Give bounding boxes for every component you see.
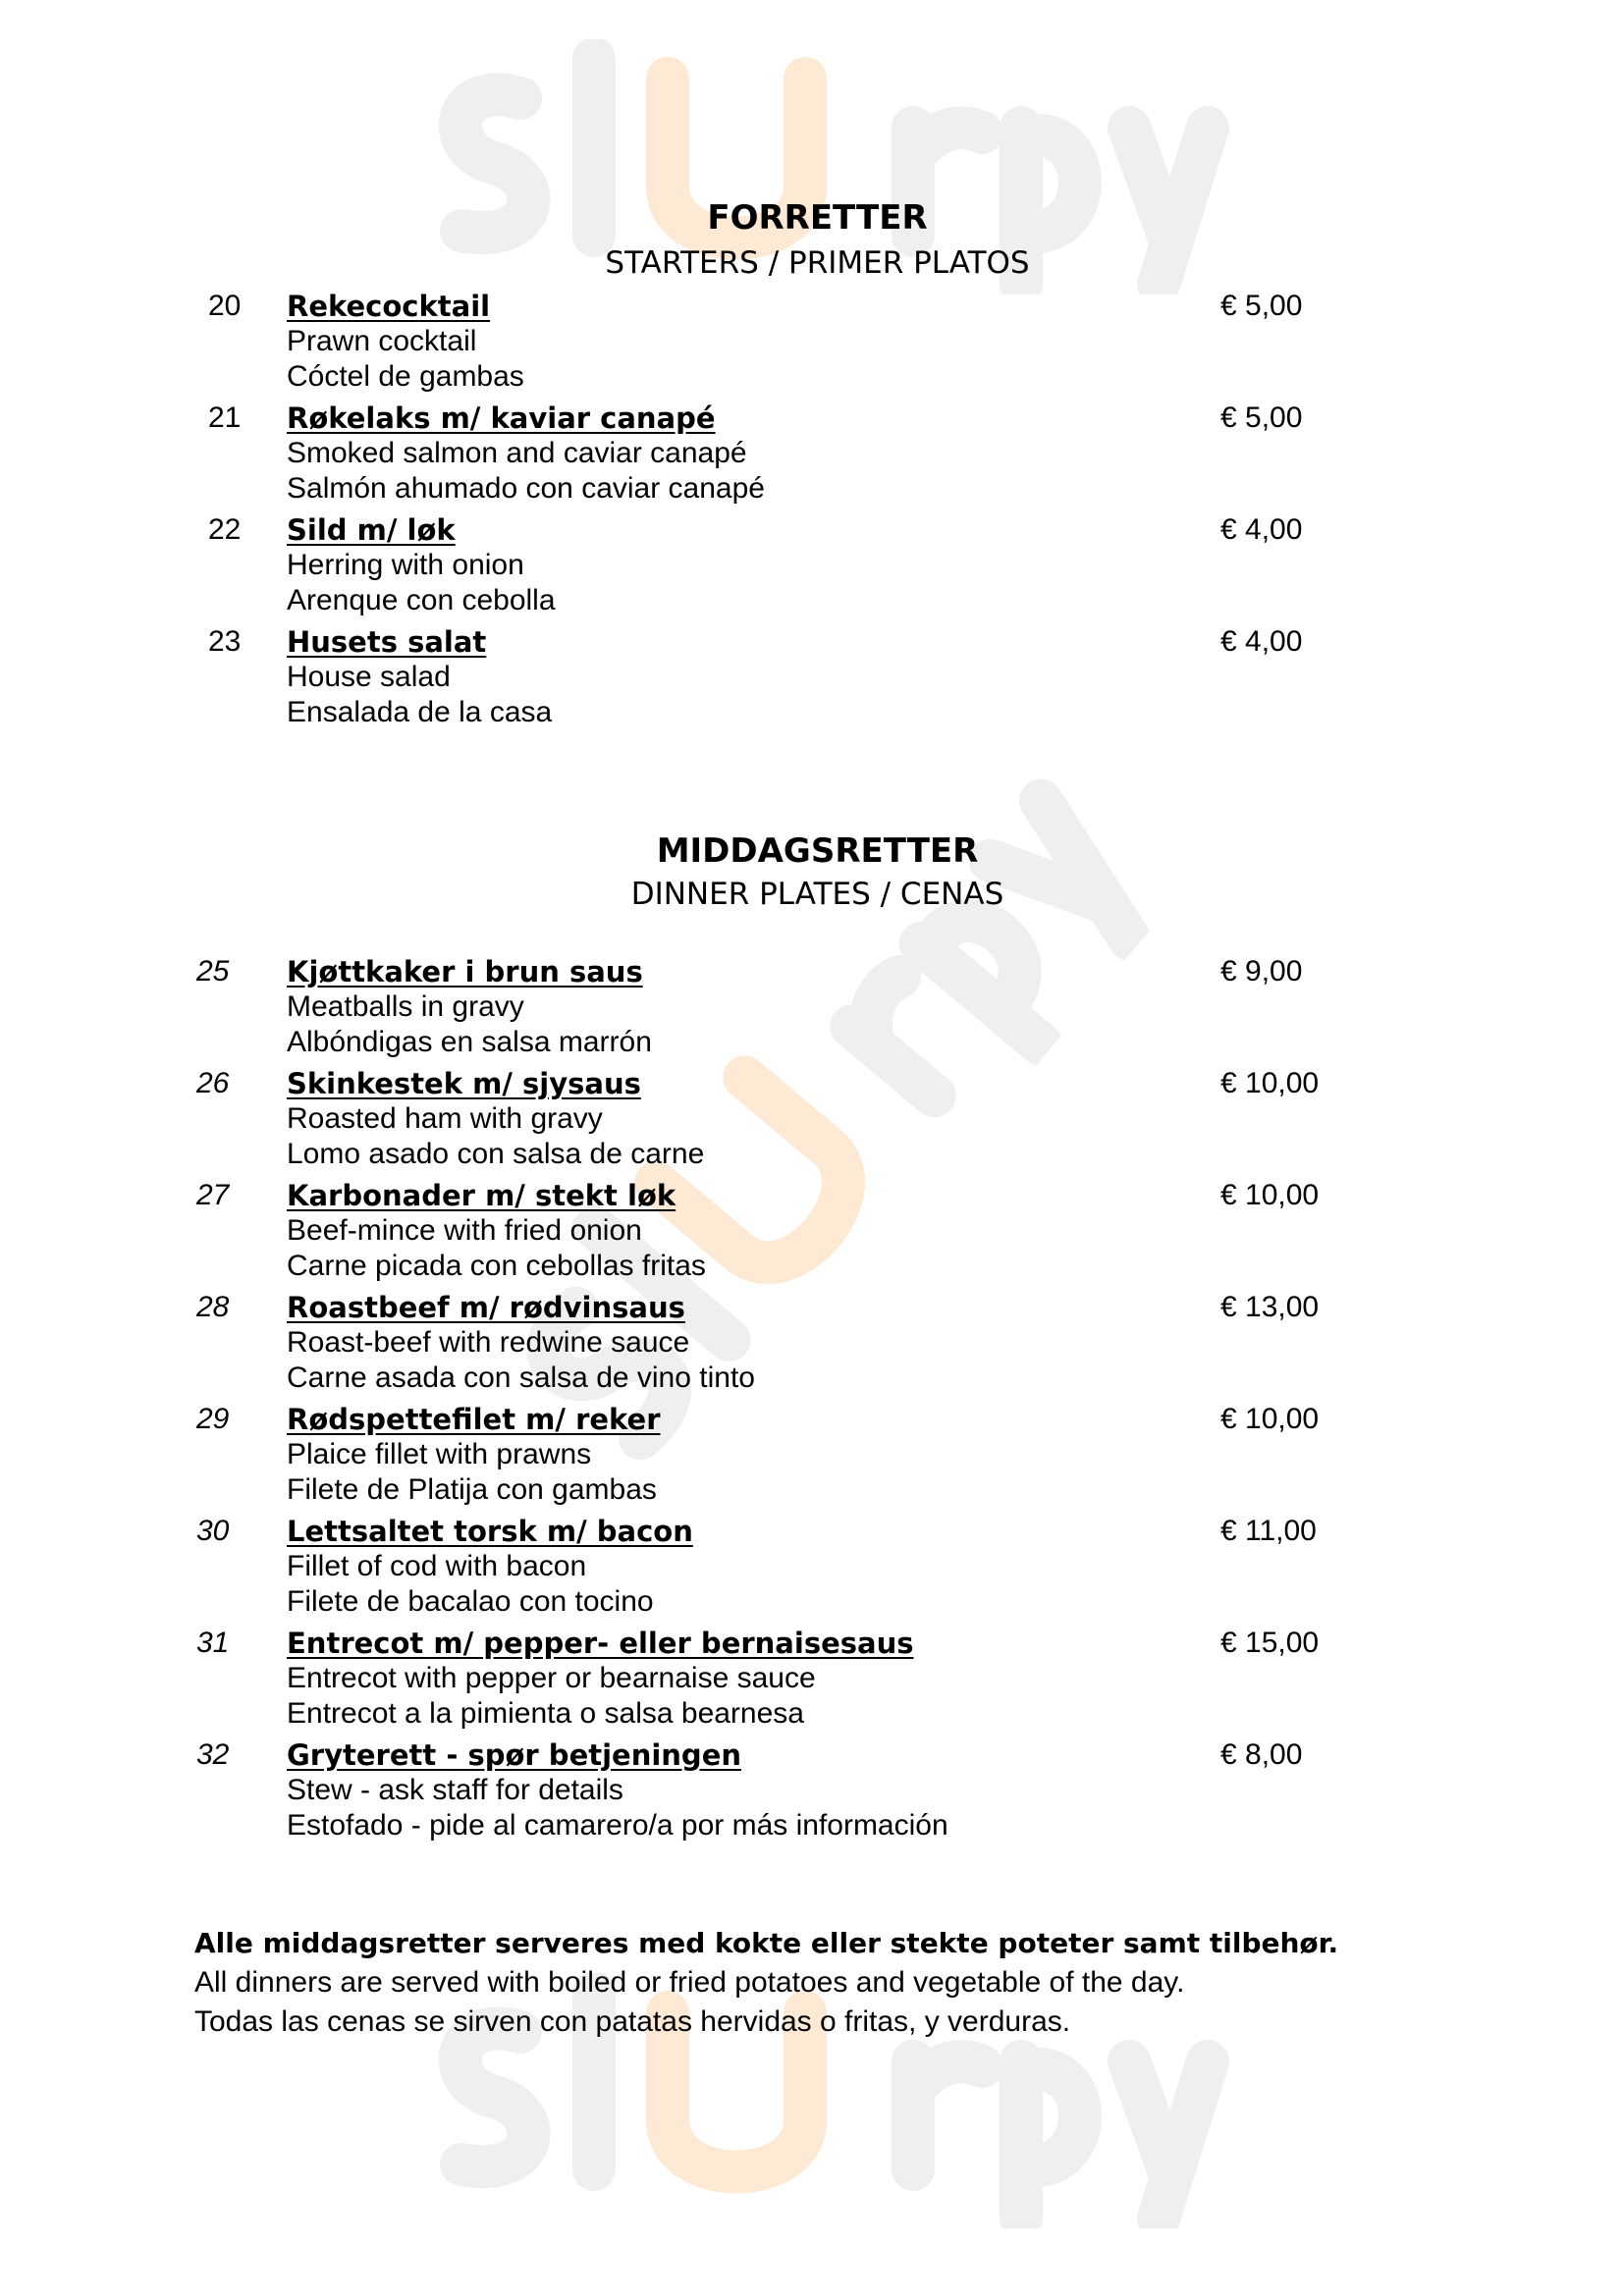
item-description-english: Prawn cocktail bbox=[287, 325, 477, 357]
footer-note-norwegian: Alle middagsretter serveres med kokte eller stekte poteter samt tilbehør. bbox=[194, 1927, 1339, 1959]
item-name: Sild m/ løk bbox=[287, 513, 456, 547]
item-description-spanish: Cóctel de gambas bbox=[287, 360, 524, 393]
menu-item bbox=[0, 289, 1623, 400]
item-description-spanish: Salmón ahumado con caviar canapé bbox=[287, 472, 765, 505]
item-number: 26 bbox=[196, 1067, 230, 1099]
item-number: 22 bbox=[208, 513, 242, 546]
item-description-spanish: Albóndigas en salsa marrón bbox=[287, 1026, 652, 1058]
footer-note-spanish: Todas las cenas se sirven con patatas hervidas o fritas, y verduras. bbox=[194, 2005, 1071, 2038]
item-name: Gryterett - spør betjeningen bbox=[287, 1738, 742, 1772]
item-description-english: Roasted ham with gravy bbox=[287, 1102, 603, 1135]
item-price: € 10,00 bbox=[1220, 1067, 1320, 1099]
section-title-starters: FORRETTER bbox=[707, 198, 928, 238]
item-price: € 11,00 bbox=[1220, 1515, 1317, 1547]
item-number: 32 bbox=[196, 1738, 230, 1771]
section-subtitle-starters: STARTERS / PRIMER PLATOS bbox=[605, 245, 1030, 281]
starters-list bbox=[0, 289, 1623, 736]
item-name: Karbonader m/ stekt løk bbox=[287, 1179, 676, 1212]
menu-item bbox=[0, 1737, 1623, 1849]
item-price: € 15,00 bbox=[1220, 1627, 1320, 1659]
item-name: Entrecot m/ pepper- eller bernaisesaus bbox=[287, 1627, 914, 1660]
item-description-english: House salad bbox=[287, 661, 451, 693]
section-title-dinners: MIDDAGSRETTER bbox=[656, 831, 979, 871]
item-price: € 5,00 bbox=[1220, 290, 1303, 322]
item-name: Lettsaltet torsk m/ bacon bbox=[287, 1515, 693, 1548]
item-description-spanish: Filete de bacalao con tocino bbox=[287, 1585, 654, 1618]
item-number: 25 bbox=[196, 955, 230, 988]
menu-item bbox=[0, 1402, 1623, 1514]
item-name: Rødspettefilet m/ reker bbox=[287, 1403, 661, 1436]
item-name: Røkelaks m/ kaviar canapé bbox=[287, 401, 716, 435]
item-description-english: Entrecot with pepper or bearnaise sauce bbox=[287, 1662, 816, 1694]
menu-item bbox=[0, 1626, 1623, 1737]
item-description-spanish: Arenque con cebolla bbox=[287, 584, 556, 616]
menu-item bbox=[0, 1066, 1623, 1178]
menu-item bbox=[0, 1514, 1623, 1626]
section-subtitle-dinners: DINNER PLATES / CENAS bbox=[630, 877, 1004, 912]
item-description-spanish: Carne picada con cebollas fritas bbox=[287, 1250, 706, 1282]
menu-item bbox=[0, 400, 1623, 512]
item-description-spanish: Lomo asado con salsa de carne bbox=[287, 1138, 705, 1170]
item-description-english: Fillet of cod with bacon bbox=[287, 1550, 587, 1582]
item-description-spanish: Filete de Platija con gambas bbox=[287, 1473, 657, 1506]
menu-item bbox=[0, 1290, 1623, 1402]
item-name: Roastbeef m/ rødvinsaus bbox=[287, 1291, 685, 1324]
item-description-english: Herring with onion bbox=[287, 549, 524, 581]
item-number: 21 bbox=[208, 401, 242, 434]
item-description-spanish: Carne asada con salsa de vino tinto bbox=[287, 1362, 755, 1394]
footer-note bbox=[194, 1924, 1338, 2042]
item-description-spanish: Estofado - pide al camarero/a por más información bbox=[287, 1809, 948, 1842]
item-price: € 5,00 bbox=[1220, 401, 1303, 434]
item-price: € 10,00 bbox=[1220, 1179, 1320, 1211]
item-number: 20 bbox=[208, 290, 242, 322]
item-price: € 4,00 bbox=[1220, 625, 1303, 658]
item-price: € 4,00 bbox=[1220, 513, 1303, 546]
item-number: 28 bbox=[196, 1291, 230, 1323]
dinners-list bbox=[0, 954, 1623, 1849]
item-name: Kjøttkaker i brun saus bbox=[287, 955, 643, 988]
item-description-english: Roast-beef with redwine sauce bbox=[287, 1326, 690, 1359]
menu-item bbox=[0, 512, 1623, 624]
item-name: Rekecocktail bbox=[287, 290, 491, 323]
item-name: Husets salat bbox=[287, 625, 487, 659]
item-description-spanish: Ensalada de la casa bbox=[287, 696, 553, 728]
menu-item bbox=[0, 954, 1623, 1066]
item-description-english: Stew - ask staff for details bbox=[287, 1774, 623, 1806]
item-number: 31 bbox=[196, 1627, 230, 1659]
item-number: 30 bbox=[196, 1515, 230, 1547]
footer-note-english: All dinners are served with boiled or fried potatoes and vegetable of the day. bbox=[194, 1966, 1185, 1999]
item-description-english: Meatballs in gravy bbox=[287, 990, 524, 1023]
item-description-spanish: Entrecot a la pimienta o salsa bearnesa bbox=[287, 1697, 804, 1730]
menu-item bbox=[0, 1178, 1623, 1290]
item-price: € 8,00 bbox=[1220, 1738, 1303, 1771]
item-number: 29 bbox=[196, 1403, 230, 1435]
item-number: 27 bbox=[196, 1179, 230, 1211]
item-price: € 10,00 bbox=[1220, 1403, 1320, 1435]
item-description-english: Beef-mince with fried onion bbox=[287, 1214, 642, 1247]
item-price: € 9,00 bbox=[1220, 955, 1303, 988]
menu-item bbox=[0, 624, 1623, 736]
item-description-english: Plaice fillet with prawns bbox=[287, 1438, 592, 1470]
item-description-english: Smoked salmon and caviar canapé bbox=[287, 437, 747, 469]
item-number: 23 bbox=[208, 625, 242, 658]
item-price: € 13,00 bbox=[1220, 1291, 1320, 1323]
item-name: Skinkestek m/ sjysaus bbox=[287, 1067, 641, 1100]
